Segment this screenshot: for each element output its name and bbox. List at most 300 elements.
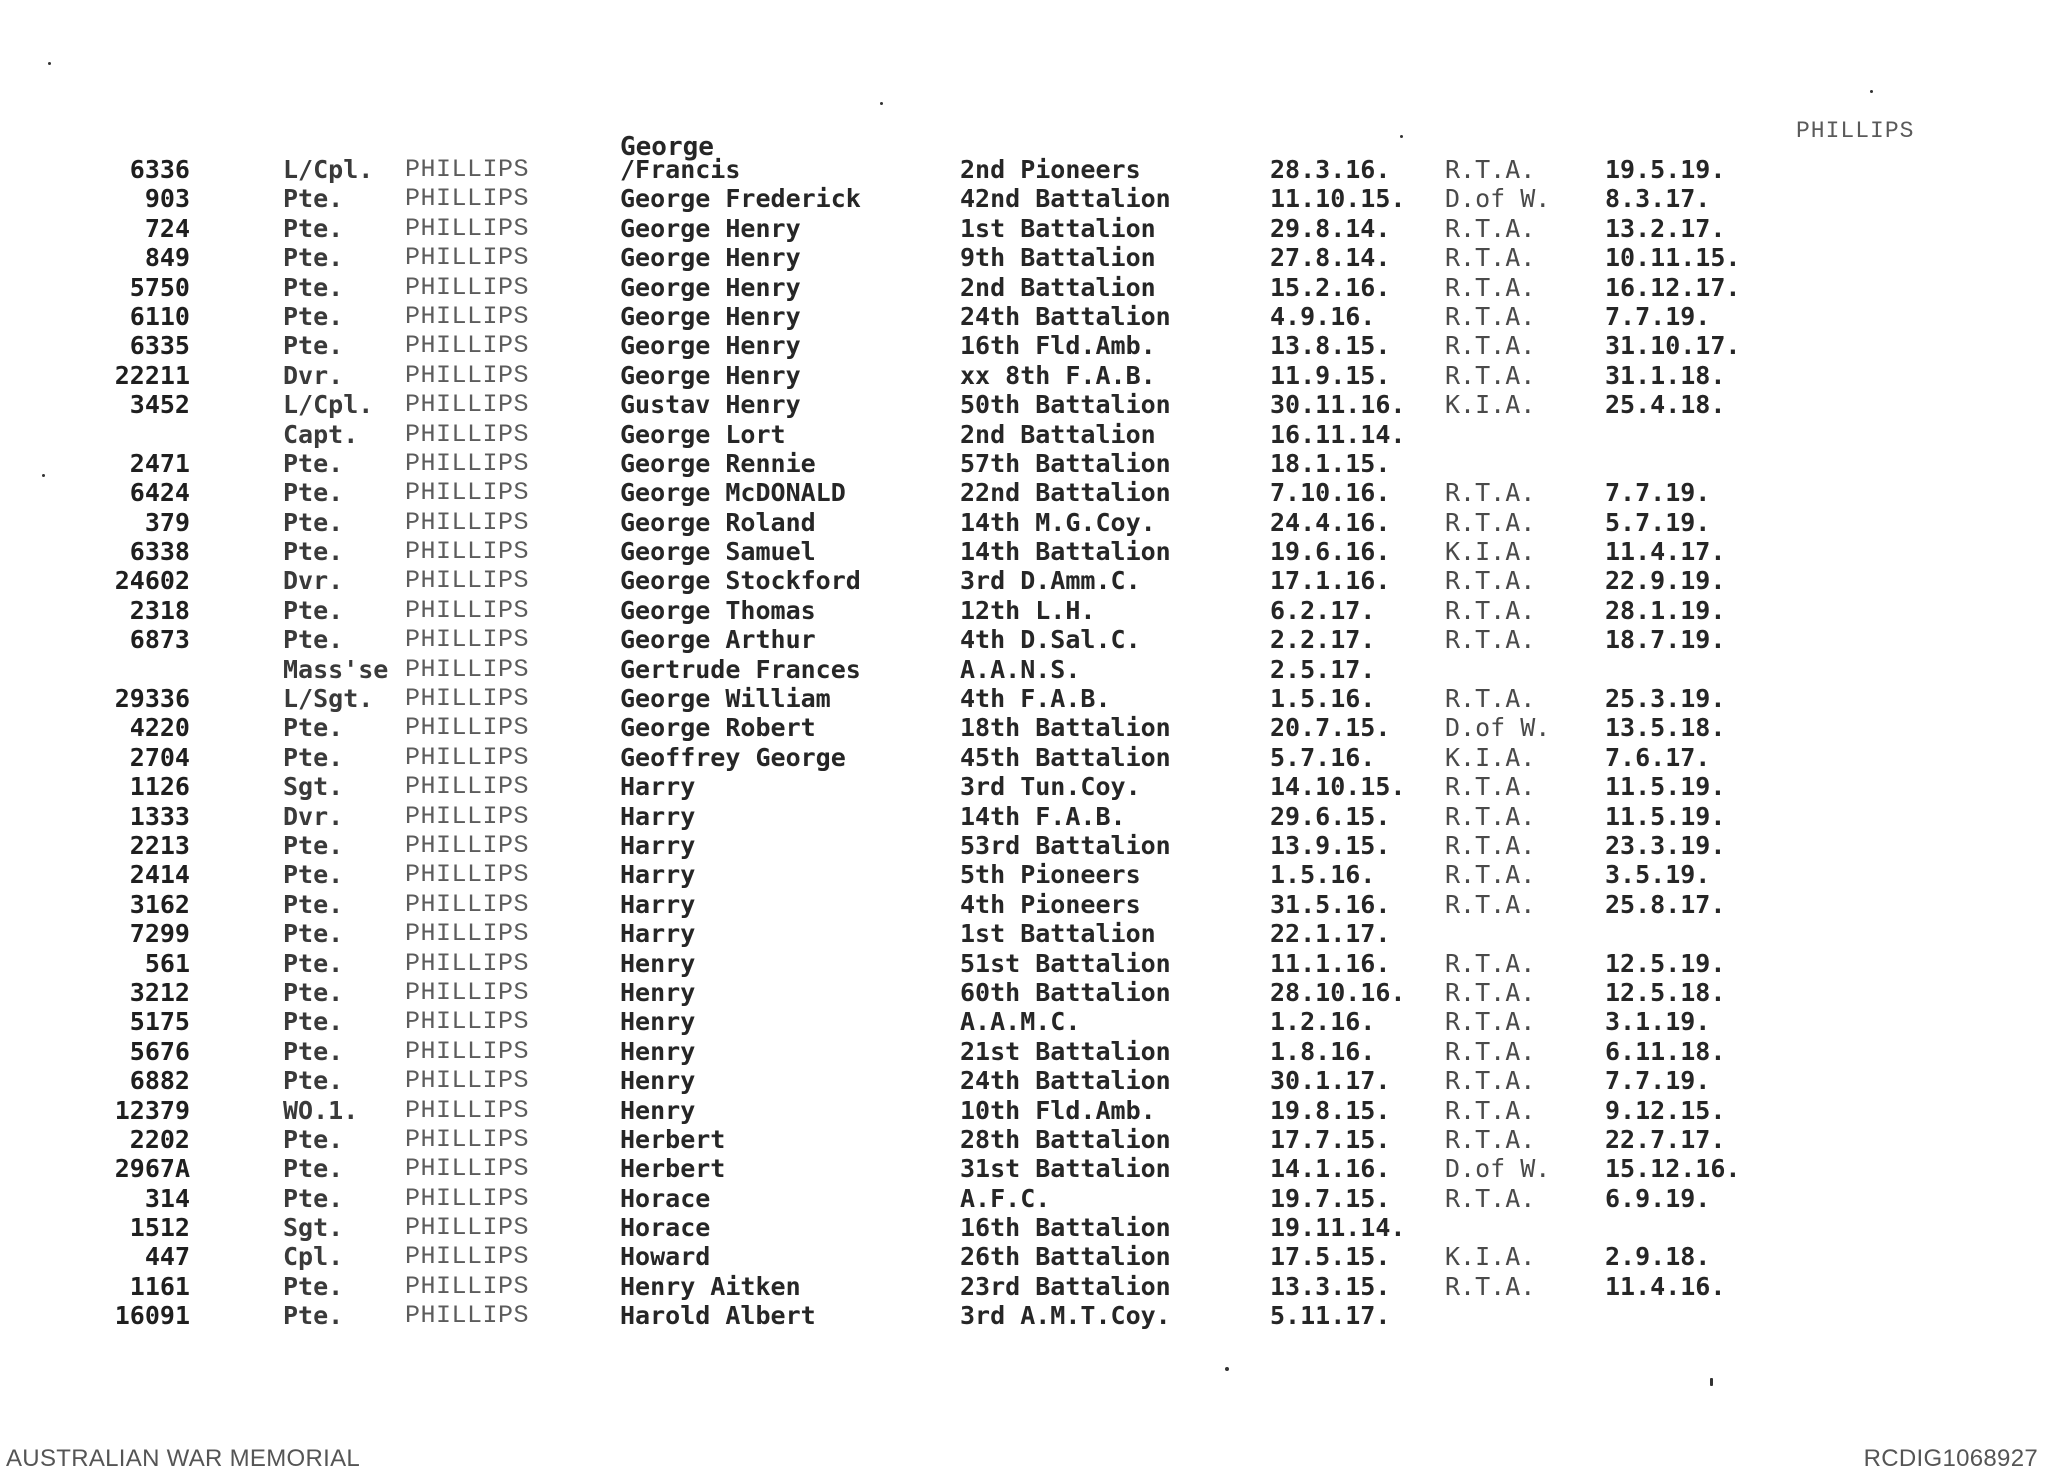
service-number: 29336 bbox=[114, 684, 190, 714]
fate: R.T.A. bbox=[1445, 1036, 1536, 1066]
enlistment-date: 27.8.14. bbox=[1270, 243, 1391, 273]
fate: R.T.A. bbox=[1445, 1066, 1536, 1096]
table-row bbox=[0, 949, 2048, 978]
rank: Dvr. bbox=[283, 801, 344, 831]
surname: PHILLIPS bbox=[405, 595, 530, 625]
table-row bbox=[0, 420, 2048, 449]
given-names: Gustav Henry bbox=[620, 390, 801, 420]
table-row bbox=[0, 743, 2048, 772]
fate-date: 11.4.16. bbox=[1605, 1271, 1726, 1301]
table-row bbox=[0, 684, 2048, 713]
table-row bbox=[0, 449, 2048, 478]
service-number: 6336 bbox=[129, 155, 190, 184]
given-names: Harry bbox=[620, 860, 696, 890]
unit: 53rd Battalion bbox=[960, 830, 1171, 860]
surname: PHILLIPS bbox=[405, 566, 530, 596]
given-names: Henry bbox=[620, 948, 696, 978]
fate: R.T.A. bbox=[1445, 684, 1536, 714]
enlistment-date: 15.2.16. bbox=[1270, 272, 1391, 302]
unit: 4th Pioneers bbox=[960, 889, 1141, 919]
unit: 5th Pioneers bbox=[960, 860, 1141, 890]
table-row bbox=[0, 831, 2048, 860]
enlistment-date: 19.7.15. bbox=[1270, 1183, 1391, 1213]
rank: Pte. bbox=[283, 625, 344, 655]
rank: Pte. bbox=[283, 1271, 344, 1301]
unit: 2nd Battalion bbox=[960, 272, 1156, 302]
rank: Pte. bbox=[283, 1124, 344, 1154]
fate-date: 6.11.18. bbox=[1605, 1036, 1726, 1066]
given-names: /Francis bbox=[620, 155, 741, 184]
table-row bbox=[0, 214, 2048, 243]
service-number: 24602 bbox=[114, 566, 190, 596]
enlistment-date: 6.2.17. bbox=[1270, 595, 1376, 625]
enlistment-date: 28.10.16. bbox=[1270, 977, 1406, 1007]
given-names: George Henry bbox=[620, 360, 801, 390]
surname: PHILLIPS bbox=[405, 977, 530, 1007]
given-names: Harry bbox=[620, 830, 696, 860]
given-names: Harry bbox=[620, 772, 696, 802]
service-number: 379 bbox=[144, 507, 190, 537]
nominal-roll-list bbox=[0, 155, 2048, 1331]
unit: 28th Battalion bbox=[960, 1124, 1171, 1154]
fate-date: 19.5.19. bbox=[1605, 155, 1726, 184]
fate: R.T.A. bbox=[1445, 1124, 1536, 1154]
given-names: George Roland bbox=[620, 507, 816, 537]
enlistment-date: 1.2.16. bbox=[1270, 1007, 1376, 1037]
unit: 50th Battalion bbox=[960, 390, 1171, 420]
fate-date: 13.5.18. bbox=[1605, 713, 1726, 743]
surname: PHILLIPS bbox=[405, 742, 530, 772]
service-number: 2471 bbox=[129, 448, 190, 478]
unit: 14th M.G.Coy. bbox=[960, 507, 1156, 537]
given-names: Herbert bbox=[620, 1154, 726, 1184]
enlistment-date: 16.11.14. bbox=[1270, 419, 1406, 449]
service-number: 849 bbox=[144, 243, 190, 273]
fate: R.T.A. bbox=[1445, 331, 1536, 361]
table-row bbox=[0, 655, 2048, 684]
unit: 2nd Battalion bbox=[960, 419, 1156, 449]
fate: R.T.A. bbox=[1445, 772, 1536, 802]
rank: Pte. bbox=[283, 1154, 344, 1184]
enlistment-date: 11.1.16. bbox=[1270, 948, 1391, 978]
fate-date: 13.2.17. bbox=[1605, 213, 1726, 243]
table-row bbox=[0, 1154, 2048, 1183]
unit: 18th Battalion bbox=[960, 713, 1171, 743]
given-names: George Arthur bbox=[620, 625, 816, 655]
fate-date: 7.6.17. bbox=[1605, 742, 1711, 772]
enlistment-date: 13.9.15. bbox=[1270, 830, 1391, 860]
unit: 4th F.A.B. bbox=[960, 684, 1111, 714]
service-number: 6873 bbox=[129, 625, 190, 655]
unit: 21st Battalion bbox=[960, 1036, 1171, 1066]
table-row bbox=[0, 155, 2048, 184]
given-names: Henry bbox=[620, 1036, 696, 1066]
fate: R.T.A. bbox=[1445, 360, 1536, 390]
fate-date: 16.12.17. bbox=[1605, 272, 1741, 302]
rank: Pte. bbox=[283, 713, 344, 743]
fate-date: 8.3.17. bbox=[1605, 184, 1711, 214]
fate-date: 31.10.17. bbox=[1605, 331, 1741, 361]
fate-date: 11.4.17. bbox=[1605, 537, 1726, 567]
surname: PHILLIPS bbox=[405, 301, 530, 331]
surname: PHILLIPS bbox=[405, 1066, 530, 1096]
given-names: George Frederick bbox=[620, 184, 861, 214]
surname: PHILLIPS bbox=[405, 390, 530, 420]
fate-date: 5.7.19. bbox=[1605, 507, 1711, 537]
enlistment-date: 13.8.15. bbox=[1270, 331, 1391, 361]
surname: PHILLIPS bbox=[405, 213, 530, 243]
given-names: George Thomas bbox=[620, 595, 816, 625]
fate: R.T.A. bbox=[1445, 625, 1536, 655]
unit: 60th Battalion bbox=[960, 977, 1171, 1007]
rank: Pte. bbox=[283, 537, 344, 567]
service-number: 6338 bbox=[129, 537, 190, 567]
given-names: George Henry bbox=[620, 213, 801, 243]
unit: 45th Battalion bbox=[960, 742, 1171, 772]
table-row bbox=[0, 919, 2048, 948]
surname: PHILLIPS bbox=[405, 654, 530, 684]
fate: R.T.A. bbox=[1445, 1183, 1536, 1213]
fate-date: 12.5.18. bbox=[1605, 977, 1726, 1007]
unit: 9th Battalion bbox=[960, 243, 1156, 273]
fate: R.T.A. bbox=[1445, 243, 1536, 273]
fate-date: 18.7.19. bbox=[1605, 625, 1726, 655]
service-number: 5175 bbox=[129, 1007, 190, 1037]
rank: Pte. bbox=[283, 448, 344, 478]
table-row bbox=[0, 302, 2048, 331]
given-names: Henry bbox=[620, 1007, 696, 1037]
service-number: 2318 bbox=[129, 595, 190, 625]
enlistment-date: 29.6.15. bbox=[1270, 801, 1391, 831]
enlistment-date: 2.2.17. bbox=[1270, 625, 1376, 655]
surname: PHILLIPS bbox=[405, 684, 530, 714]
unit: 14th Battalion bbox=[960, 537, 1171, 567]
service-number: 4220 bbox=[129, 713, 190, 743]
paper-speck bbox=[48, 62, 51, 65]
enlistment-date: 29.8.14. bbox=[1270, 213, 1391, 243]
unit: 10th Fld.Amb. bbox=[960, 1095, 1156, 1125]
given-names: George Robert bbox=[620, 713, 816, 743]
rank: Pte. bbox=[283, 1066, 344, 1096]
service-number: 903 bbox=[144, 184, 190, 214]
fate-date: 25.8.17. bbox=[1605, 889, 1726, 919]
surname: PHILLIPS bbox=[405, 1213, 530, 1243]
enlistment-date: 4.9.16. bbox=[1270, 301, 1376, 331]
table-row bbox=[0, 1272, 2048, 1301]
rank: Pte. bbox=[283, 272, 344, 302]
rank: Pte. bbox=[283, 1183, 344, 1213]
service-number: 3452 bbox=[129, 390, 190, 420]
surname: PHILLIPS bbox=[405, 1154, 530, 1184]
fate-date: 10.11.15. bbox=[1605, 243, 1741, 273]
service-number: 12379 bbox=[114, 1095, 190, 1125]
enlistment-date: 5.7.16. bbox=[1270, 742, 1376, 772]
table-row bbox=[0, 802, 2048, 831]
fate-date: 25.3.19. bbox=[1605, 684, 1726, 714]
fate: R.T.A. bbox=[1445, 1095, 1536, 1125]
enlistment-date: 5.11.17. bbox=[1270, 1301, 1391, 1331]
service-number: 2704 bbox=[129, 742, 190, 772]
surname: PHILLIPS bbox=[405, 155, 530, 184]
enlistment-date: 20.7.15. bbox=[1270, 713, 1391, 743]
surname: PHILLIPS bbox=[405, 184, 530, 214]
service-number: 2414 bbox=[129, 860, 190, 890]
fate-date: 31.1.18. bbox=[1605, 360, 1726, 390]
service-number: 1161 bbox=[129, 1271, 190, 1301]
given-names: Harry bbox=[620, 919, 696, 949]
service-number: 3212 bbox=[129, 977, 190, 1007]
fate: K.I.A. bbox=[1445, 742, 1536, 772]
rank: Pte. bbox=[283, 1007, 344, 1037]
surname: PHILLIPS bbox=[405, 801, 530, 831]
rank: L/Sgt. bbox=[283, 684, 374, 714]
footer-institution: AUSTRALIAN WAR MEMORIAL bbox=[6, 1445, 361, 1472]
rank: Pte. bbox=[283, 948, 344, 978]
enlistment-date: 18.1.15. bbox=[1270, 448, 1391, 478]
rank: Capt. bbox=[283, 419, 359, 449]
surname: PHILLIPS bbox=[405, 1242, 530, 1272]
enlistment-date: 24.4.16. bbox=[1270, 507, 1391, 537]
paper-speck bbox=[1400, 135, 1403, 138]
given-names: Harry bbox=[620, 801, 696, 831]
enlistment-date: 30.1.17. bbox=[1270, 1066, 1391, 1096]
surname: PHILLIPS bbox=[405, 1036, 530, 1066]
rank: Cpl. bbox=[283, 1242, 344, 1272]
table-row bbox=[0, 1242, 2048, 1271]
surname: PHILLIPS bbox=[405, 272, 530, 302]
fate: R.T.A. bbox=[1445, 566, 1536, 596]
table-row bbox=[0, 1037, 2048, 1066]
surname: PHILLIPS bbox=[405, 1183, 530, 1213]
surname: PHILLIPS bbox=[405, 1007, 530, 1037]
given-names: Herbert bbox=[620, 1124, 726, 1154]
rank: Pte. bbox=[283, 1301, 344, 1331]
enlistment-date: 1.5.16. bbox=[1270, 684, 1376, 714]
rank: Sgt. bbox=[283, 1213, 344, 1243]
table-row bbox=[0, 566, 2048, 595]
fate-date: 28.1.19. bbox=[1605, 595, 1726, 625]
surname: PHILLIPS bbox=[405, 713, 530, 743]
fate: R.T.A. bbox=[1445, 801, 1536, 831]
table-row bbox=[0, 273, 2048, 302]
fate: D.of W. bbox=[1445, 1154, 1551, 1184]
paper-speck bbox=[1870, 90, 1873, 93]
fate: R.T.A. bbox=[1445, 1271, 1536, 1301]
surname: PHILLIPS bbox=[405, 507, 530, 537]
rank: Pte. bbox=[283, 595, 344, 625]
given-names: Harold Albert bbox=[620, 1301, 816, 1331]
unit: A.F.C. bbox=[960, 1183, 1051, 1213]
unit: 2nd Pioneers bbox=[960, 155, 1141, 184]
service-number: 6882 bbox=[129, 1066, 190, 1096]
surname: PHILLIPS bbox=[405, 889, 530, 919]
fate: K.I.A. bbox=[1445, 537, 1536, 567]
unit: xx 8th F.A.B. bbox=[960, 360, 1156, 390]
rank: Pte. bbox=[283, 331, 344, 361]
service-number: 6335 bbox=[129, 331, 190, 361]
table-row bbox=[0, 1007, 2048, 1036]
fate-date: 11.5.19. bbox=[1605, 772, 1726, 802]
given-names: Horace bbox=[620, 1183, 711, 1213]
table-row bbox=[0, 713, 2048, 742]
fate: R.T.A. bbox=[1445, 830, 1536, 860]
unit: A.A.M.C. bbox=[960, 1007, 1081, 1037]
unit: 42nd Battalion bbox=[960, 184, 1171, 214]
surname: PHILLIPS bbox=[405, 1124, 530, 1154]
service-number: 1126 bbox=[129, 772, 190, 802]
fate: D.of W. bbox=[1445, 184, 1551, 214]
enlistment-date: 19.6.16. bbox=[1270, 537, 1391, 567]
enlistment-date: 14.1.16. bbox=[1270, 1154, 1391, 1184]
given-names: Henry Aitken bbox=[620, 1271, 801, 1301]
enlistment-date: 22.1.17. bbox=[1270, 919, 1391, 949]
fate-date: 9.12.15. bbox=[1605, 1095, 1726, 1125]
fate-date: 15.12.16. bbox=[1605, 1154, 1741, 1184]
table-row bbox=[0, 331, 2048, 360]
unit: 16th Fld.Amb. bbox=[960, 331, 1156, 361]
rank: Pte. bbox=[283, 1036, 344, 1066]
table-row bbox=[0, 596, 2048, 625]
rank: Pte. bbox=[283, 213, 344, 243]
fate-date: 12.5.19. bbox=[1605, 948, 1726, 978]
surname: PHILLIPS bbox=[405, 448, 530, 478]
surname: PHILLIPS bbox=[405, 331, 530, 361]
enlistment-date: 11.10.15. bbox=[1270, 184, 1406, 214]
enlistment-date: 2.5.17. bbox=[1270, 654, 1376, 684]
unit: 3rd Tun.Coy. bbox=[960, 772, 1141, 802]
service-number: 5676 bbox=[129, 1036, 190, 1066]
service-number: 16091 bbox=[114, 1301, 190, 1331]
surname: PHILLIPS bbox=[405, 860, 530, 890]
table-row bbox=[0, 390, 2048, 419]
fate-date: 25.4.18. bbox=[1605, 390, 1726, 420]
service-number: 5750 bbox=[129, 272, 190, 302]
given-names: George Samuel bbox=[620, 537, 816, 567]
fate-date: 7.7.19. bbox=[1605, 1066, 1711, 1096]
fate: R.T.A. bbox=[1445, 889, 1536, 919]
given-names: Henry bbox=[620, 1066, 696, 1096]
fate: R.T.A. bbox=[1445, 478, 1536, 508]
fate: R.T.A. bbox=[1445, 155, 1536, 184]
surname: PHILLIPS bbox=[405, 1095, 530, 1125]
fate: R.T.A. bbox=[1445, 977, 1536, 1007]
surname: PHILLIPS bbox=[405, 478, 530, 508]
table-row bbox=[0, 243, 2048, 272]
service-number: 561 bbox=[144, 948, 190, 978]
service-number: 447 bbox=[144, 1242, 190, 1272]
fate-date: 7.7.19. bbox=[1605, 301, 1711, 331]
rank: Pte. bbox=[283, 742, 344, 772]
surname: PHILLIPS bbox=[405, 1271, 530, 1301]
unit: 16th Battalion bbox=[960, 1213, 1171, 1243]
fate: D.of W. bbox=[1445, 713, 1551, 743]
table-row bbox=[0, 1301, 2048, 1330]
surname: PHILLIPS bbox=[405, 948, 530, 978]
fate: R.T.A. bbox=[1445, 1007, 1536, 1037]
fate: R.T.A. bbox=[1445, 860, 1536, 890]
fate: K.I.A. bbox=[1445, 1242, 1536, 1272]
enlistment-date: 31.5.16. bbox=[1270, 889, 1391, 919]
unit: 24th Battalion bbox=[960, 1066, 1171, 1096]
enlistment-date: 7.10.16. bbox=[1270, 478, 1391, 508]
rank: Pte. bbox=[283, 184, 344, 214]
surname: PHILLIPS bbox=[405, 830, 530, 860]
enlistment-date: 19.11.14. bbox=[1270, 1213, 1406, 1243]
enlistment-date: 19.8.15. bbox=[1270, 1095, 1391, 1125]
rank: L/Cpl. bbox=[283, 390, 374, 420]
fate-date: 7.7.19. bbox=[1605, 478, 1711, 508]
fate-date: 22.9.19. bbox=[1605, 566, 1726, 596]
given-names: Howard bbox=[620, 1242, 711, 1272]
enlistment-date: 17.5.15. bbox=[1270, 1242, 1391, 1272]
service-number: 3162 bbox=[129, 889, 190, 919]
rank: Dvr. bbox=[283, 566, 344, 596]
table-row bbox=[0, 508, 2048, 537]
service-number: 2213 bbox=[129, 830, 190, 860]
rank: Dvr. bbox=[283, 360, 344, 390]
given-names: George Rennie bbox=[620, 448, 816, 478]
rank: Pte. bbox=[283, 507, 344, 537]
paper-speck bbox=[42, 474, 45, 477]
table-row bbox=[0, 361, 2048, 390]
unit: A.A.N.S. bbox=[960, 654, 1081, 684]
given-names: George McDONALD bbox=[620, 478, 846, 508]
service-number: 314 bbox=[144, 1183, 190, 1213]
given-names: Horace bbox=[620, 1213, 711, 1243]
fate: R.T.A. bbox=[1445, 213, 1536, 243]
enlistment-date: 11.9.15. bbox=[1270, 360, 1391, 390]
rank: Pte. bbox=[283, 977, 344, 1007]
unit: 1st Battalion bbox=[960, 919, 1156, 949]
rank: L/Cpl. bbox=[283, 155, 374, 184]
given-names: George Stockford bbox=[620, 566, 861, 596]
unit: 26th Battalion bbox=[960, 1242, 1171, 1272]
unit: 31st Battalion bbox=[960, 1154, 1171, 1184]
unit: 3rd A.M.T.Coy. bbox=[960, 1301, 1171, 1331]
service-number: 6424 bbox=[129, 478, 190, 508]
unit: 24th Battalion bbox=[960, 301, 1171, 331]
fate-date: 3.5.19. bbox=[1605, 860, 1711, 890]
enlistment-date: 14.10.15. bbox=[1270, 772, 1406, 802]
table-row bbox=[0, 1213, 2048, 1242]
unit: 1st Battalion bbox=[960, 213, 1156, 243]
table-row bbox=[0, 478, 2048, 507]
given-names: Gertrude Frances bbox=[620, 654, 861, 684]
fate: K.I.A. bbox=[1445, 390, 1536, 420]
footer-record-id: RCDIG1068927 bbox=[1863, 1445, 2038, 1472]
unit: 51st Battalion bbox=[960, 948, 1171, 978]
surname: PHILLIPS bbox=[405, 243, 530, 273]
unit: 14th F.A.B. bbox=[960, 801, 1126, 831]
rank: Pte. bbox=[283, 919, 344, 949]
fate: R.T.A. bbox=[1445, 507, 1536, 537]
surname: PHILLIPS bbox=[405, 537, 530, 567]
rank: Mass'se bbox=[283, 654, 389, 684]
surname: PHILLIPS bbox=[405, 1301, 530, 1331]
table-row bbox=[0, 1125, 2048, 1154]
table-row bbox=[0, 1096, 2048, 1125]
fate: R.T.A. bbox=[1445, 595, 1536, 625]
rank: WO.1. bbox=[283, 1095, 359, 1125]
rank: Pte. bbox=[283, 243, 344, 273]
unit: 23rd Battalion bbox=[960, 1271, 1171, 1301]
fate: R.T.A. bbox=[1445, 948, 1536, 978]
enlistment-date: 13.3.15. bbox=[1270, 1271, 1391, 1301]
table-row bbox=[0, 890, 2048, 919]
enlistment-date: 1.5.16. bbox=[1270, 860, 1376, 890]
surname: PHILLIPS bbox=[405, 360, 530, 390]
service-number: 2202 bbox=[129, 1124, 190, 1154]
